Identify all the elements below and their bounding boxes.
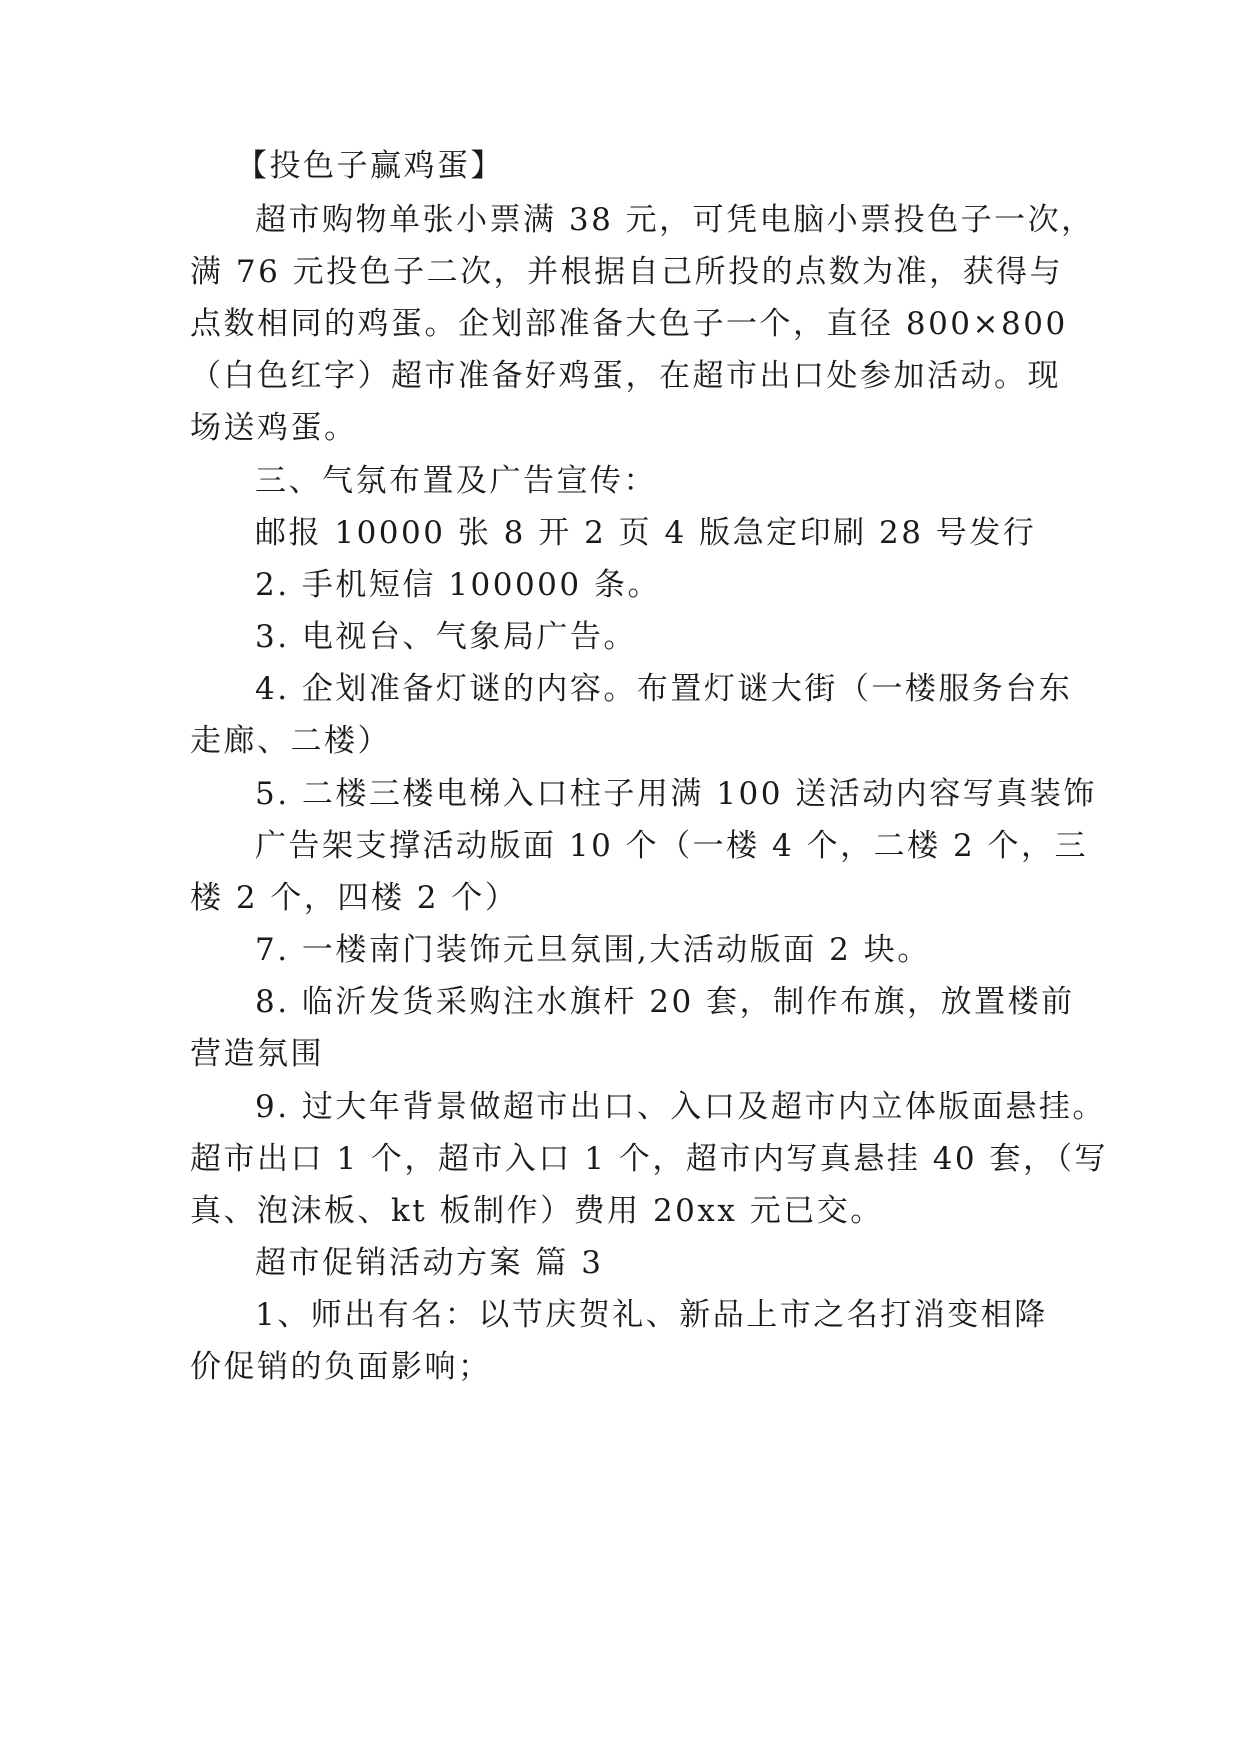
list-item-continuation: 营造氛围 [190,1036,324,1072]
list-item: 广告架支撑活动版面 10 个（一楼 4 个，二楼 2 个，三 [255,828,1089,864]
paragraph-line: 场送鸡蛋。 [190,410,358,446]
paragraph-line: 超市购物单张小票满 38 元，可凭电脑小票投色子一次， [255,202,1095,238]
section-title-part-3: 超市促销活动方案 篇 3 [255,1245,604,1281]
list-item: 9. 过大年背景做超市出口、入口及超市内立体版面悬挂。 [255,1089,1106,1125]
paragraph-line: 1、师出有名：以节庆贺礼、新品上市之名打消变相降 [255,1297,1048,1333]
list-item: 8. 临沂发货采购注水旗杆 20 套，制作布旗，放置楼前 [255,984,1075,1020]
list-item-continuation: 楼 2 个，四楼 2 个） [190,880,519,916]
paragraph-line: 满 76 元投色子二次，并根据自己所投的点数为准，获得与 [190,254,1064,290]
paragraph-line: （白色红字）超市准备好鸡蛋，在超市出口处参加活动。现 [190,358,1061,394]
section-heading-atmosphere: 三、气氛布置及广告宣传： [255,463,657,499]
list-item: 5. 二楼三楼电梯入口柱子用满 100 送活动内容写真装饰 [255,776,1097,812]
list-item: 邮报 10000 张 8 开 2 页 4 版急定印刷 28 号发行 [255,515,1037,551]
list-item-continuation: 超市出口 1 个，超市入口 1 个，超市内写真悬挂 40 套，（写 [190,1141,1109,1177]
list-item: 7. 一楼南门装饰元旦氛围,大活动版面 2 块。 [255,932,931,968]
section-heading-dice-eggs: 【投色子赢鸡蛋】 [236,148,504,184]
paragraph-line: 价促销的负面影响； [190,1349,492,1385]
list-item-continuation: 真、泡沫板、kt 板制作）费用 20xx 元已交。 [190,1193,884,1229]
list-item: 3. 电视台、气象局广告。 [255,619,637,655]
list-item: 4. 企划准备灯谜的内容。布置灯谜大街（一楼服务台东 [255,671,1073,707]
list-item: 2. 手机短信 100000 条。 [255,567,661,603]
paragraph-line: 点数相同的鸡蛋。企划部准备大色子一个，直径 800×800 [190,306,1068,342]
list-item-continuation: 走廊、二楼） [190,723,391,759]
